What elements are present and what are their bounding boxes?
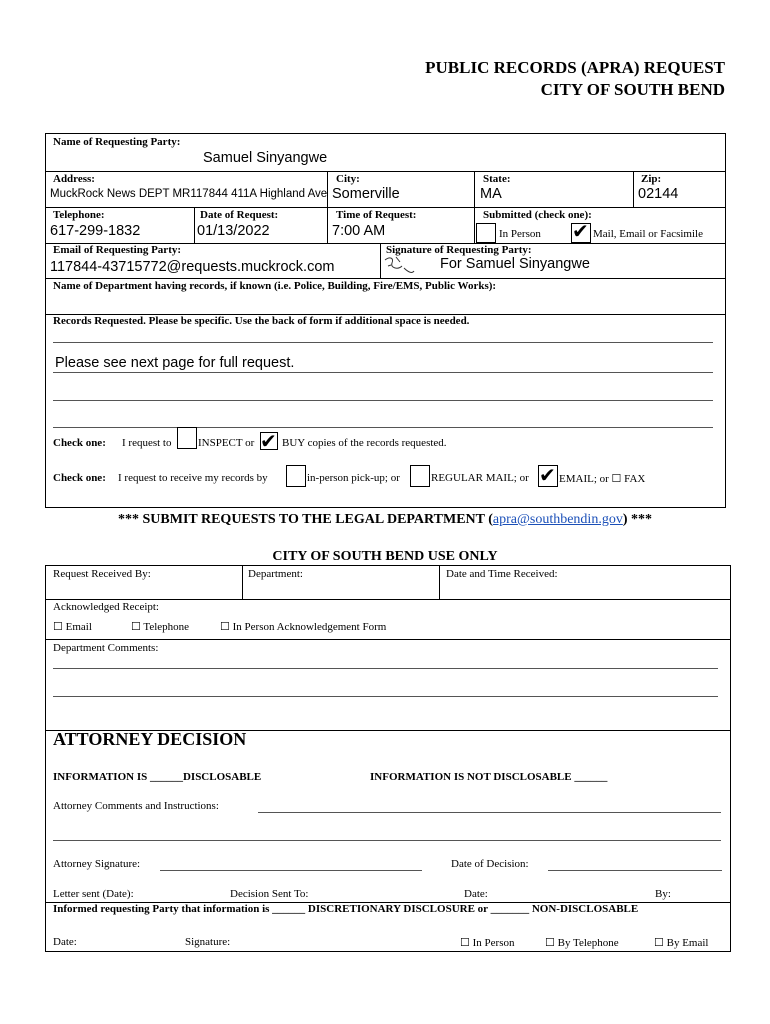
submit-suffix: ) *** [622, 512, 652, 527]
letter-sent-label: Letter sent (Date): [53, 888, 134, 900]
zip-label: Zip: [641, 173, 662, 185]
check-mark-icon: ✔ [260, 429, 277, 453]
regular-mail-checkbox[interactable] [410, 465, 430, 487]
submitted-label: Submitted (check one): [483, 209, 592, 221]
state-field[interactable]: MA [480, 186, 502, 202]
state-label: State: [483, 173, 511, 185]
form-title-line1: PUBLIC RECORDS (APRA) REQUEST [425, 58, 725, 77]
submit-prefix: *** SUBMIT REQUESTS TO THE LEGAL DEPARTMENT ( [118, 512, 493, 527]
records-requested-field[interactable]: Please see next page for full request. [55, 355, 295, 371]
in-person-label: In Person [499, 228, 541, 240]
signature-field[interactable]: For Samuel Sinyangwe [440, 256, 590, 272]
request-date-label: Date of Request: [200, 209, 279, 221]
buy-copies-label: BUY copies of the records requested. [282, 437, 447, 449]
pickup-label: in-person pick-up; or [307, 472, 400, 484]
address-label: Address: [53, 173, 95, 185]
check-mark-icon: ✔ [539, 463, 556, 487]
check-one-label-2: Check one: [53, 472, 106, 484]
in-person-checkbox[interactable] [476, 223, 496, 243]
acknowledged-receipt-label: Acknowledged Receipt: [53, 601, 159, 613]
opt-in-person[interactable]: ☐ In Person [460, 937, 515, 949]
informed-party-line: Informed requesting Party that information is ______ DISCRETIONARY DISCLOSURE or _______ NON-DISCLOSABLE [53, 903, 639, 915]
sent-date-label: Date: [464, 888, 488, 900]
city-label: City: [336, 173, 360, 185]
requester-name-field[interactable]: Samuel Sinyangwe [203, 150, 328, 166]
zip-field[interactable]: 02144 [638, 186, 679, 202]
city-field[interactable]: Somerville [332, 186, 400, 202]
pickup-checkbox[interactable] [286, 465, 306, 487]
signature-label: Signature of Requesting Party: [386, 244, 532, 256]
opt-by-telephone[interactable]: ☐ By Telephone [545, 937, 619, 949]
request-date-field[interactable]: 01/13/2022 [197, 223, 270, 239]
receive-records-label: I request to receive my records by [118, 472, 268, 484]
email-label: Email of Requesting Party: [53, 244, 182, 256]
attorney-decision-heading: ATTORNEY DECISION [53, 729, 247, 749]
inspect-checkbox[interactable] [177, 427, 197, 449]
telephone-label: Telephone: [53, 209, 105, 221]
department-comments-label: Department Comments: [53, 642, 159, 654]
ack-telephone-option[interactable]: ☐ Telephone [131, 621, 190, 633]
received-by-label: Request Received By: [53, 568, 151, 580]
request-to-label: I request to [122, 437, 172, 449]
mail-email-fax-label: Mail, Email or Facsimile [593, 228, 703, 240]
submit-instructions [0, 512, 770, 528]
attorney-comments-label: Attorney Comments and Instructions: [53, 800, 219, 812]
not-disclosable-field[interactable]: INFORMATION IS NOT DISCLOSABLE ______ [370, 771, 608, 783]
signature-scribble [382, 254, 418, 276]
check-one-label-1: Check one: [53, 437, 106, 449]
legal-email-link[interactable]: apra@southbendin.gov [492, 512, 623, 527]
email-fax-label: EMAIL; or ☐ FAX [559, 473, 646, 485]
email-field[interactable]: 117844-43715772@requests.muckrock.com [50, 259, 335, 275]
address-field[interactable]: MuckRock News DEPT MR117844 411A Highland Ave [50, 188, 328, 200]
requester-name-label: Name of Requesting Party: [53, 136, 181, 148]
ack-email-option[interactable]: ☐ Email [53, 621, 92, 633]
decision-sent-to-label: Decision Sent To: [230, 888, 309, 900]
disclosable-field[interactable]: INFORMATION IS ______DISCLOSABLE [53, 771, 262, 783]
attorney-signature-label: Attorney Signature: [53, 858, 141, 870]
ack-in-person-option[interactable]: ☐ In Person Acknowledgement Form [220, 621, 387, 633]
request-time-label: Time of Request: [336, 209, 417, 221]
city-use-heading: CITY OF SOUTH BEND USE ONLY [272, 549, 498, 564]
regular-mail-label: REGULAR MAIL; or [431, 472, 529, 484]
records-requested-label: Records Requested. Please be specific. Use the back of form if additional space is needed. [53, 315, 470, 327]
opt-by-email[interactable]: ☐ By Email [654, 937, 709, 949]
final-date-label: Date: [53, 936, 77, 948]
date-time-received-label: Date and Time Received: [446, 568, 558, 580]
decision-date-label: Date of Decision: [451, 858, 529, 870]
check-mark-icon: ✔ [572, 219, 589, 243]
telephone-field[interactable]: 617-299-1832 [50, 223, 141, 239]
request-time-field[interactable]: 7:00 AM [332, 223, 386, 239]
final-signature-label: Signature: [185, 936, 231, 948]
form-title-line2: CITY OF SOUTH BEND [540, 80, 725, 99]
sent-by-label: By: [655, 888, 671, 900]
inspect-label: INSPECT or [198, 437, 255, 449]
department-label: Name of Department having records, if known (i.e. Police, Building, Fire/EMS, Public Works): [53, 280, 497, 292]
department-received-label: Department: [248, 568, 303, 580]
